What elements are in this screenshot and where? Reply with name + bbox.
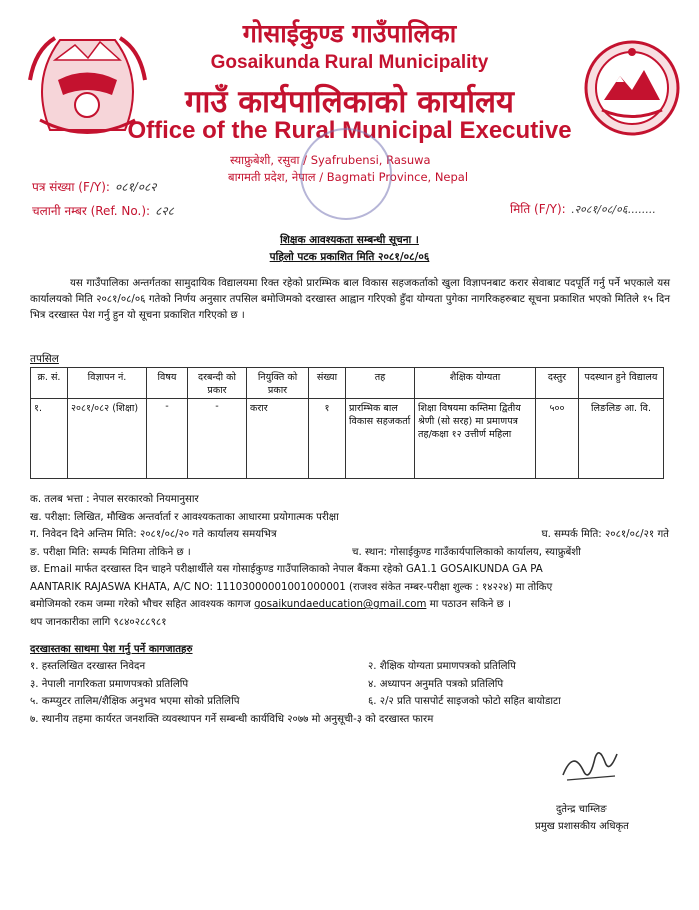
detail-exam: ख. परीक्षा: लिखित, मौखिक अन्तर्वार्ता र आवश्यकताका आधारमा प्रयोगात्मक परीक्षा xyxy=(30,511,339,523)
table-cell: ५०० xyxy=(536,399,579,479)
municipality-name-nepali: गोसाईकुण्ड गाउँपालिका xyxy=(242,19,457,48)
table-cell: १. xyxy=(31,399,68,479)
col-header: पदस्थान हुने विद्यालय xyxy=(579,368,664,399)
detail-email-line-1: छ. Email मार्फत दरखास्त दिन चाहने परीक्षार्थीले यस गोसाईकुण्ड गाउँपालिकाको नेपाल बैंकमा रहेको GA1.1 GOSAIKUNDA GA PA xyxy=(30,564,543,575)
table-caption: तपसिल xyxy=(30,353,59,365)
col-header: नियुक्ति को प्रकार xyxy=(247,368,309,399)
dispatch-field xyxy=(32,200,174,219)
document-item: ५. कम्प्युटर तालिम/शैक्षिक अनुभव भएमा सोको प्रतिलिपि xyxy=(30,696,240,707)
table-cell: लिङलिङ आ. वि. xyxy=(579,399,664,479)
notice-title: शिक्षक आवश्यकता सम्बन्धी सूचना । xyxy=(280,234,419,246)
detail-contact-date: घ. सम्पर्क मिति: २०८१/०८/२१ गते xyxy=(541,529,669,540)
detail-exam-date: ङ. परीक्षा मिति: सम्पर्क मितिमा तोकिने छ । xyxy=(30,546,191,558)
col-header: दरबन्दी को प्रकार xyxy=(188,368,247,399)
notice-subtitle: पहिलो पटक प्रकाशित मिति २०८१/०८/०६ xyxy=(269,251,430,263)
document-item: ६. २/२ प्रति पासपोर्ट साइजको फोटो सहित बायोडाटा xyxy=(368,696,561,707)
date-value: .२०८१/०८/०६........ xyxy=(570,203,656,216)
email-link[interactable]: gosaikundaeducation@gmail.com xyxy=(254,599,427,610)
reference-value: ०८१/०८२ xyxy=(115,180,157,194)
document-item: ४. अध्यापन अनुमति पत्रको प्रतिलिपि xyxy=(368,678,504,690)
address-line-1: स्याफ्रुबेशी, रसुवा / Syafrubensi, Rasuwa xyxy=(230,153,431,167)
detail-email-line-2: AANTARIK RAJASWA KHATA, A/C NO: 11103000001001000001 (राजश्व संकेत नम्बर-परीक्षा शुल्क : १४२२४) मा तोकिए xyxy=(30,581,553,593)
detail-email-line-3-end: मा पठाउन सकिने छ । xyxy=(429,599,511,610)
detail-location: च. स्थान: गोसाईकुण्ड गाउँकार्यपालिकाको कार्यालय, स्याफ्रुबेंशी xyxy=(352,546,581,558)
document-item: ३. नेपाली नागरिकता प्रमाणपत्रको प्रतिलिपि xyxy=(30,678,189,690)
documents-heading: दरखास्तका साथमा पेश गर्नु पर्ने कागजातहरु xyxy=(30,644,193,655)
col-header: क्र. सं. xyxy=(31,368,68,399)
details-block xyxy=(30,491,675,631)
table-cell: १ xyxy=(309,399,346,479)
table-header-row xyxy=(31,368,664,399)
reference-field xyxy=(32,176,157,195)
documents-list xyxy=(30,658,675,728)
table-cell: २०८१/०८२ (शिक्षा) xyxy=(68,399,147,479)
detail-contact-number: थप जानकारीका लागि ९८४०२८८९८१ xyxy=(30,616,167,628)
vacancy-table xyxy=(30,367,664,479)
table-cell: करार xyxy=(247,399,309,479)
table-cell: - xyxy=(147,399,188,479)
col-header: दस्तुर xyxy=(536,368,579,399)
signatory-name: दुतेन्द्र चाम्लिङ xyxy=(556,804,607,815)
col-header: विषय xyxy=(147,368,188,399)
table-row xyxy=(31,399,664,479)
signature-mark xyxy=(555,740,625,790)
office-name-nepali: गाउँ कार्यपालिकाको कार्यालय xyxy=(184,84,515,120)
municipality-name-english: Gosaikunda Rural Municipality xyxy=(210,52,489,73)
document-item: १. हस्तलिखित दरखास्त निवेदन xyxy=(30,661,146,672)
col-header: संख्या xyxy=(309,368,346,399)
col-header: शैक्षिक योग्यता xyxy=(415,368,536,399)
col-header: तह xyxy=(346,368,415,399)
date-field xyxy=(510,198,655,217)
table-cell: प्रारम्भिक बाल विकास सहजकर्ता xyxy=(346,399,415,479)
document-item: २. शैक्षिक योग्यता प्रमाणपत्रको प्रतिलिपि xyxy=(368,661,516,672)
reference-label: पत्र संख्या (F/Y): xyxy=(32,180,110,194)
detail-email-line-3: बमोजिमको रकम जम्मा गरेको भौचर सहित आवश्यक कागज xyxy=(30,599,251,610)
office-name-english: Office of the Rural Municipal Executive xyxy=(127,117,572,144)
date-label: मिति (F/Y): xyxy=(510,202,566,216)
table-cell: शिक्षा विषयमा कम्तिमा द्वितीय श्रेणी (सो सरह) मा प्रमाणपत्र तह/कक्षा १२ उत्तीर्ण महिला xyxy=(415,399,536,479)
detail-deadline: ग. निवेदन दिने अन्तिम मिति: २०८१/०८/२० गते कार्यालय समयभित्र xyxy=(30,529,277,540)
detail-salary: क. तलब भत्ता : नेपाल सरकारको नियमानुसार xyxy=(30,494,199,505)
office-stamp xyxy=(300,128,392,220)
dispatch-label: चलानी नम्बर (Ref. No.): xyxy=(32,204,151,218)
dispatch-value: ८२८ xyxy=(155,204,174,218)
table-cell: - xyxy=(188,399,247,479)
notice-paragraph: यस गाउँपालिका अन्तर्गतका सामुदायिक विद्यालयमा रिक्त रहेको प्रारम्भिक बाल विकास सहजकर्ताको खुला विज्ञापनबाट करार सेवाबाट पदपूर्ति गर्नु पर्ने भएकाले यस कार्यालयको मिति २०८१/०८/०६ गतेको निर्णय अनुसार तपसिल बमोजिमको दरखास्त आह्वान गरिएको हुँदा योग्यता पुगेका नागरिकहरुबाट सूचना प्रकाशित भएको मितिले १५ दिन भित्र दरखास्त पेश गर्नु हुन यो सूचना प्रकाशित गरिएको छ । xyxy=(30,278,670,321)
address-line-2: बागमती प्रदेश, नेपाल / Bagmati Province, Nepal xyxy=(228,170,469,184)
document-item: ७. स्थानीय तहमा कार्यरत जनशक्ति व्यवस्थापन गर्ने सम्बन्धी कार्यविधि २०७७ मो अनुसूची-३ को दरखास्त फारम xyxy=(30,713,434,725)
col-header: विज्ञापन नं. xyxy=(68,368,147,399)
signatory-title: प्रमुख प्रशासकीय अधिकृत xyxy=(535,821,629,832)
